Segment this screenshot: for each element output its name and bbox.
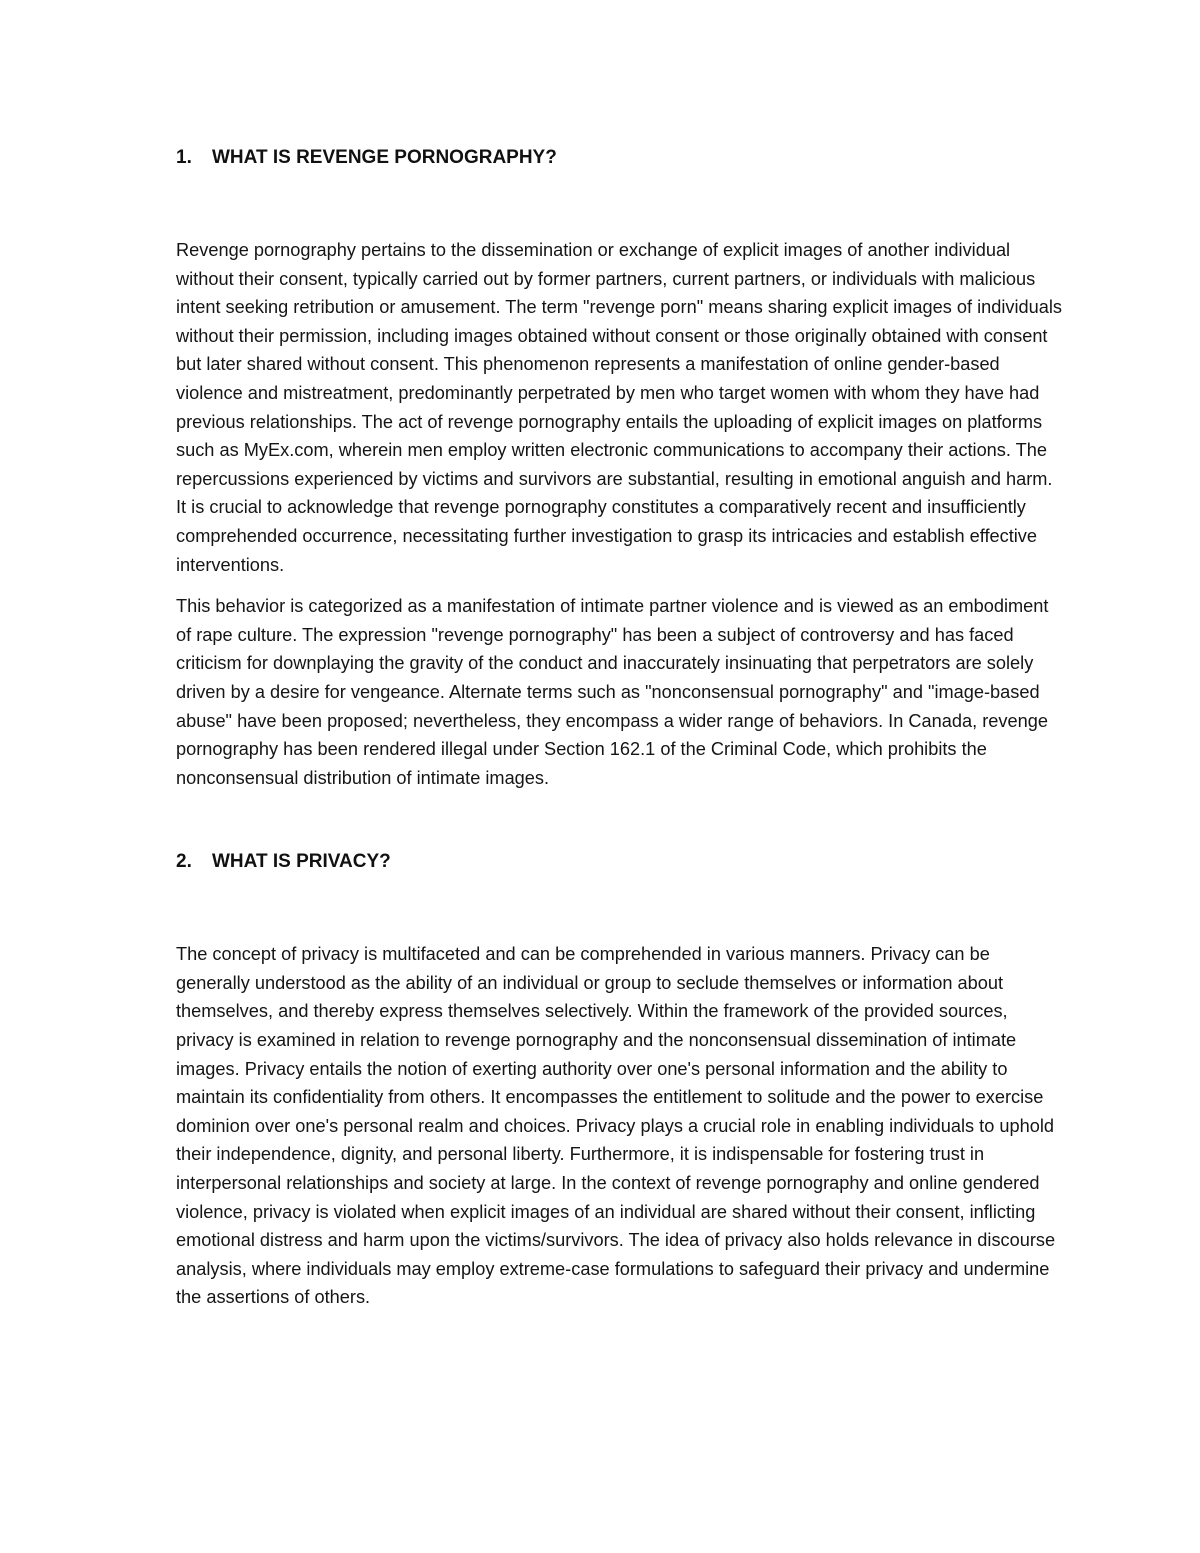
section-1-number: 1.	[176, 147, 192, 168]
section-1-paragraph-2: This behavior is categorized as a manifestation of intimate partner violence and is viewed as an embodiment of rape culture. The expression "revenge pornography" has been a subject of controversy and has faced criticism for downplaying the gravity of the conduct and inaccurately insinuating that perpetrators are solely driven by a desire for vengeance. Alternate terms such as "nonconsensual pornography" and "image-based abuse" have been proposed; nevertheless, they encompass a wider range of behaviors. In Canada, revenge pornography has been rendered illegal under Section 162.1 of the Criminal Code, which prohibits the nonconsensual distribution of intimate images.	[176, 596, 1049, 788]
section-1-paragraph-1: Revenge pornography pertains to the dissemination or exchange of explicit images of another individual without their consent, typically carried out by former partners, current partners, or individuals with malicious intent seeking retribution or amusement. The term "revenge porn" means sharing explicit images of individuals without their permission, including images obtained without consent or those originally obtained with consent but later shared without consent. This phenomenon represents a manifestation of online gender-based violence and mistreatment, predominantly perpetrated by men who target women with whom they have had previous relationships. The act of revenge pornography entails the uploading of explicit images on platforms such as MyEx.com, wherein men employ written electronic communications to accompany their actions. The repercussions experienced by victims and survivors are substantial, resulting in emotional anguish and harm. It is crucial to acknowledge that revenge pornography constitutes a comparatively recent and insufficiently comprehended occurrence, necessitating further investigation to grasp its intricacies and establish effective interventions.	[176, 240, 1063, 575]
section-2-heading	[176, 848, 1066, 876]
section-1-title: WHAT IS REVENGE PORNOGRAPHY?	[212, 147, 557, 168]
document-body	[176, 140, 1066, 1312]
section-2-number: 2.	[176, 851, 192, 873]
section-2-paragraph-1: The concept of privacy is multifaceted and can be comprehended in various manners. Privacy can be generally understood as the ability of an individual or group to seclude themselves or information about themselves, and thereby express themselves selectively. Within the framework of the provided sources, privacy is examined in relation to revenge pornography and the nonconsensual dissemination of intimate images. Privacy entails the notion of exerting authority over one's personal information and the ability to maintain its confidentiality from others. It encompasses the entitlement to solitude and the power to exercise dominion over one's personal realm and choices. Privacy plays a crucial role in enabling individuals to uphold their independence, dignity, and personal liberty. Furthermore, it is indispensable for fostering trust in interpersonal relationships and society at large. In the context of revenge pornography and online gendered violence, privacy is violated when explicit images of an individual are shared without their consent, inflicting emotional distress and harm upon the victims/survivors. The idea of privacy also holds relevance in discourse analysis, where individuals may employ extreme-case formulations to safeguard their privacy and undermine the assertions of others.	[176, 944, 1056, 1308]
section-2-title: WHAT IS PRIVACY?	[212, 851, 391, 873]
section-1-heading	[176, 144, 1066, 172]
